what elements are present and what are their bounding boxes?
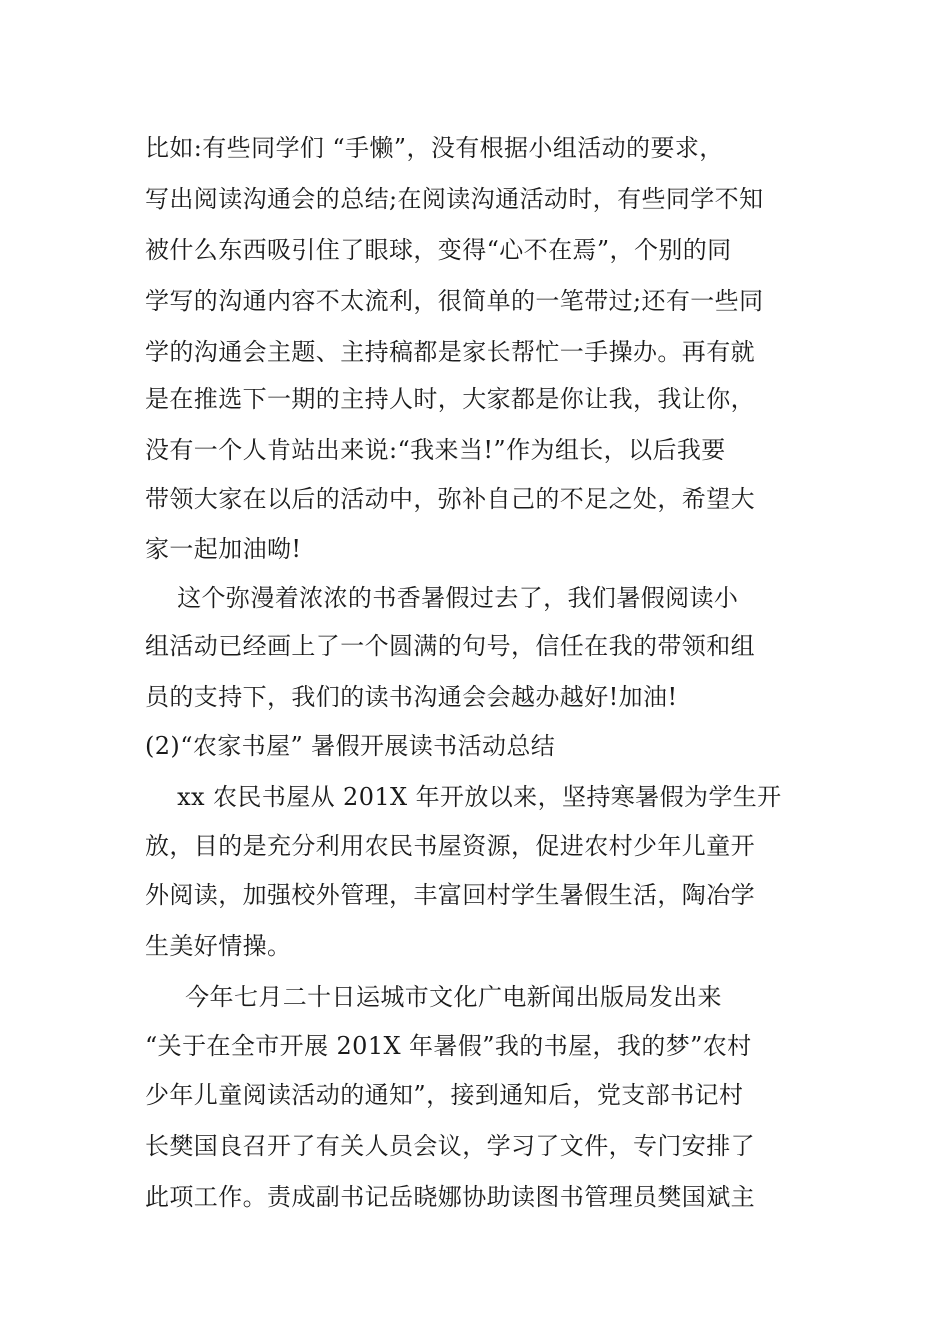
text-line: 被什么东西吸引住了眼球，变得“心不在焉”，个别的同 [145, 236, 732, 264]
text-line: 放，目的是充分利用农民书屋资源，促进农村少年儿童开 [145, 832, 755, 860]
text-line: 少年儿童阅读活动的通知”，接到通知后，党支部书记村 [145, 1081, 744, 1109]
text-line: 写出阅读沟通会的总结;在阅读沟通活动时，有些同学不知 [145, 185, 764, 213]
text-line: 员的支持下，我们的读书沟通会会越办越好!加油! [145, 683, 678, 711]
text-line: 这个弥漫着浓浓的书香暑假过去了，我们暑假阅读小 [145, 584, 739, 612]
text-line: 长樊国良召开了有关人员会议，学习了文件，专门安排了 [145, 1132, 755, 1160]
text-line: xx 农民书屋从 201X 年开放以来，坚持寒暑假为学生开 [145, 783, 782, 811]
text-line: 学的沟通会主题、主持稿都是家长帮忙一手操办。再有就 [145, 338, 755, 366]
text-line: 家一起加油呦! [145, 535, 302, 563]
text-line: 学写的沟通内容不太流利，很简单的一笔带过;还有一些同 [145, 287, 764, 315]
text-line: 是在推选下一期的主持人时，大家都是你让我，我让你， [145, 385, 755, 413]
text-line: 今年七月二十日运城市文化广电新闻出版局发出来 [145, 983, 722, 1011]
text-line: 带领大家在以后的活动中，弥补自己的不足之处，希望大 [145, 485, 755, 513]
text-line: 没有一个人肯站出来说:“我来当!”作为组长，以后我要 [145, 436, 726, 464]
text-line: 外阅读，加强校外管理，丰富回村学生暑假生活，陶冶学 [145, 881, 755, 909]
text-line: 生美好情操。 [145, 932, 292, 960]
text-line: “关于在全市开展 201X 年暑假”我的书屋，我的梦”农村 [145, 1032, 752, 1060]
text-line: 组活动已经画上了一个圆满的句号，信任在我的带领和组 [145, 632, 755, 660]
text-line: 比如:有些同学们 “手懒”，没有根据小组活动的要求， [145, 134, 724, 162]
section-heading: (2)“农家书屋” 暑假开展读书活动总结 [145, 732, 556, 760]
text-line: 此项工作。责成副书记岳晓娜协助读图书管理员樊国斌主 [145, 1183, 755, 1211]
